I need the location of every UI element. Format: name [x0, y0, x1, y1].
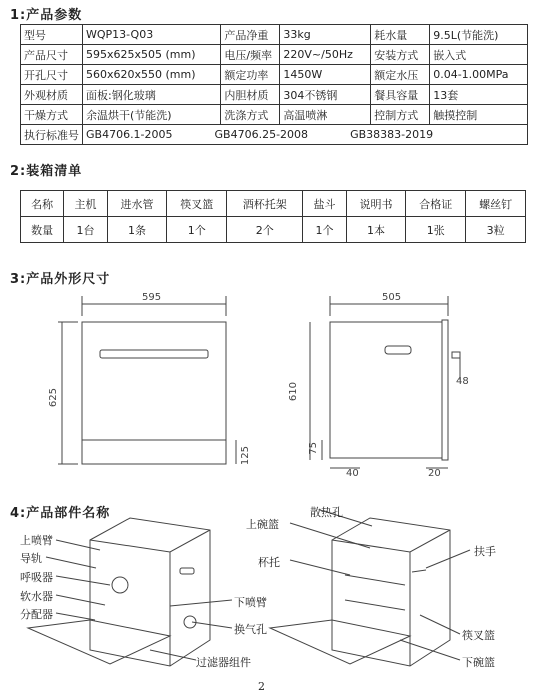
spec-value: 13套: [430, 85, 528, 105]
part-lower-basket: 下碗篮: [462, 656, 495, 669]
standard-code: GB4706.25-2008: [214, 128, 309, 141]
packing-cell: 1个: [303, 217, 346, 243]
part-softener: 软水器: [20, 590, 53, 603]
dim-pipe: 48: [456, 376, 469, 387]
spec-label: 开孔尺寸: [21, 65, 83, 85]
dim-back: 20: [428, 468, 441, 479]
spec-value: 1450W: [280, 65, 371, 85]
packing-cell: 数量: [21, 217, 64, 243]
page-number: 2: [258, 680, 265, 693]
packing-cell: 螺丝钉: [466, 191, 526, 217]
spec-label: 额定功率: [221, 65, 280, 85]
dim-plinth: 125: [240, 446, 251, 466]
spec-label: 干燥方式: [21, 105, 83, 125]
standards-label: 执行标准号: [21, 125, 83, 145]
packing-cell: 说明书: [346, 191, 406, 217]
spec-value: WQP13-Q03: [83, 25, 221, 45]
packing-cell: 1条: [107, 217, 167, 243]
dim-side-height: 610: [288, 382, 299, 402]
packing-cell: 1台: [64, 217, 107, 243]
standard-code: GB4706.1-2005: [86, 128, 173, 141]
part-handle: 扶手: [474, 545, 496, 558]
packing-cell: 名称: [21, 191, 64, 217]
standard-code: GB38383-2019: [350, 128, 434, 141]
spec-value: 220V~/50Hz: [280, 45, 371, 65]
dim-foot: 75: [308, 442, 319, 455]
side-view-body: [330, 322, 442, 458]
spec-label: 产品尺寸: [21, 45, 83, 65]
packing-cell: 1个: [167, 217, 227, 243]
front-view-body: [82, 322, 226, 464]
spec-value: 嵌入式: [430, 45, 528, 65]
part-breather: 呼吸器: [20, 571, 53, 584]
part-lower-spray-arm: 下喷臂: [234, 596, 267, 609]
spec-value: 560x620x550 (mm): [83, 65, 221, 85]
spec-value: 595x625x505 (mm): [83, 45, 221, 65]
packing-cell: 1张: [406, 217, 466, 243]
section-params-title: 1:产品参数: [10, 8, 83, 23]
packing-cell: 合格证: [406, 191, 466, 217]
packing-cell: 酒杯托架: [227, 191, 303, 217]
packing-cell: 进水管: [107, 191, 167, 217]
packing-cell: 2个: [227, 217, 303, 243]
spec-label: 餐具容量: [371, 85, 430, 105]
spec-value: 0.04-1.00MPa: [430, 65, 528, 85]
part-cup-holder: 杯托: [258, 556, 280, 569]
part-dispenser: 分配器: [20, 608, 53, 621]
spec-label: 产品净重: [221, 25, 280, 45]
dim-side-depth: 505: [382, 292, 402, 303]
spec-label: 洗涤方式: [221, 105, 280, 125]
spec-label: 耗水量: [371, 25, 430, 45]
part-upper-spray-arm: 上喷臂: [20, 534, 53, 547]
packing-cell: 3粒: [466, 217, 526, 243]
part-upper-basket: 上碗篮: [246, 518, 279, 531]
dim-toe: 40: [346, 468, 359, 479]
spec-label: 控制方式: [371, 105, 430, 125]
packing-cell: 1本: [346, 217, 406, 243]
spec-value: 高温喷淋: [280, 105, 371, 125]
packing-cell: 筷叉篮: [167, 191, 227, 217]
part-rail: 导轨: [20, 552, 42, 565]
spec-value: 33kg: [280, 25, 371, 45]
spec-label: 安装方式: [371, 45, 430, 65]
spec-label: 型号: [21, 25, 83, 45]
section-packing-title: 2:装箱清单: [10, 164, 83, 179]
spec-value: 触摸控制: [430, 105, 528, 125]
spec-value: 余温烘干(节能洗): [83, 105, 221, 125]
packing-cell: 主机: [64, 191, 107, 217]
dim-front-width: 595: [142, 292, 162, 303]
dim-front-height: 625: [48, 388, 59, 408]
section-dimensions-title: 3:产品外形尺寸: [10, 272, 111, 287]
part-filter: 过滤器组件: [196, 656, 251, 669]
part-cutlery-basket: 筷叉篮: [462, 629, 495, 642]
spec-value: 304不锈钢: [280, 85, 371, 105]
spec-value: 9.5L(节能洗): [430, 25, 528, 45]
packing-cell: 盐斗: [303, 191, 346, 217]
part-heat-vent: 散热孔: [310, 506, 343, 519]
spec-label: 电压/频率: [221, 45, 280, 65]
spec-value: 面板:钢化玻璃: [83, 85, 221, 105]
front-handle: [100, 350, 208, 358]
spec-label: 外观材质: [21, 85, 83, 105]
part-vent: 换气孔: [234, 623, 267, 636]
spec-label: 内胆材质: [221, 85, 280, 105]
spec-label: 额定水压: [371, 65, 430, 85]
section-parts-title: 4:产品部件名称: [10, 506, 111, 521]
